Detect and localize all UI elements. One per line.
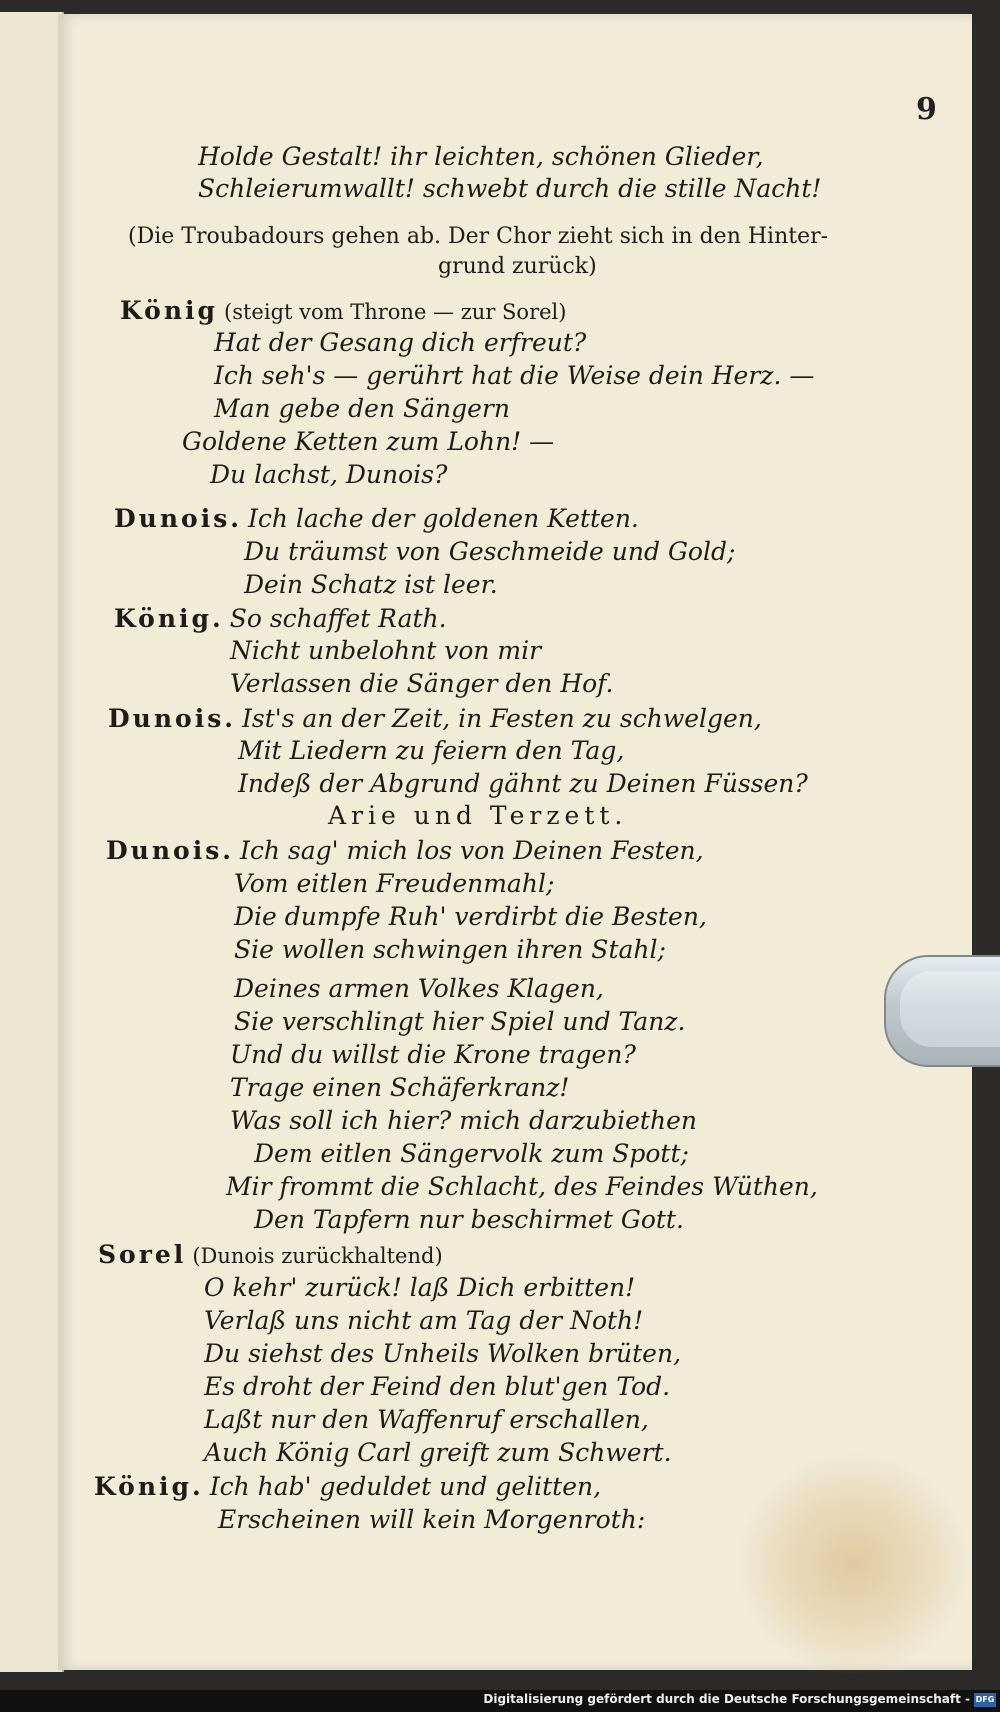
stage-direction: grund zurück): [438, 254, 597, 279]
text-line: Hat der Gesang dich erfreut?: [214, 328, 587, 357]
text-line: Holde Gestalt! ihr leichten, schönen Glieder,: [198, 142, 764, 171]
speaker-line: Dunois. Ist's an der Zeit, in Festen zu schwelgen,: [108, 704, 762, 733]
text-line: O kehr' zurück! laß Dich erbitten!: [204, 1273, 636, 1302]
digitization-footer: [0, 1690, 1000, 1712]
text-line: Erscheinen will kein Morgenroth:: [218, 1505, 646, 1534]
speaker-name: König.: [94, 1472, 204, 1501]
text-line: Sie verschlingt hier Spiel und Tanz.: [234, 1007, 686, 1036]
text-line: Du träumst von Geschmeide und Gold;: [244, 537, 736, 566]
text-line: Indeß der Abgrund gähnt zu Deinen Füssen?: [238, 769, 808, 798]
speaker-name: König.: [114, 604, 224, 633]
text-line: Laßt nur den Waffenruf erschallen,: [204, 1405, 649, 1434]
speaker-line: König. Ich hab' geduldet und gelitten,: [94, 1472, 602, 1501]
paper-stain: [738, 1454, 968, 1674]
text-line: Sie wollen schwingen ihren Stahl;: [234, 935, 666, 964]
text-line: Goldene Ketten zum Lohn! —: [182, 427, 555, 456]
text-line: Dein Schatz ist leer.: [244, 570, 498, 599]
speaker-name: König: [120, 296, 219, 325]
text-line: Mir frommt die Schlacht, des Feindes Wüthen,: [226, 1172, 818, 1201]
text-line: Die dumpfe Ruh' verdirbt die Besten,: [234, 902, 707, 931]
text-line: Schleierumwallt! schwebt durch die stille Nacht!: [198, 174, 822, 203]
text-line: Vom eitlen Freudenmahl;: [234, 869, 555, 898]
speaker-name: Dunois.: [106, 836, 234, 865]
text-line: Was soll ich hier? mich darzubiethen: [230, 1106, 697, 1135]
section-heading: Arie und Terzett.: [328, 801, 628, 830]
text-line: Den Tapfern nur beschirmet Gott.: [254, 1205, 684, 1234]
text-line: Trage einen Schäferkranz!: [230, 1073, 570, 1102]
page-number: 9: [916, 92, 937, 127]
text-line: Und du willst die Krone tragen?: [230, 1040, 636, 1069]
page-clip: [884, 955, 1000, 1067]
speaker-line: König. So schaffet Rath.: [114, 604, 447, 633]
text-line: Auch König Carl greift zum Schwert.: [204, 1438, 672, 1467]
speaker-name: Dunois.: [108, 704, 236, 733]
dfg-logo: DFG: [974, 1693, 996, 1707]
previous-page-edge: [0, 12, 64, 1672]
text-line: Verlaß uns nicht am Tag der Noth!: [204, 1306, 644, 1335]
speaker-line: Dunois. Ich lache der goldenen Ketten.: [114, 504, 639, 533]
speaker-line: König (steigt vom Throne — zur Sorel): [120, 296, 567, 325]
text-line: Mit Liedern zu feiern den Tag,: [238, 736, 625, 765]
speaker-name: Sorel: [98, 1240, 187, 1269]
text-line: Dem eitlen Sängervolk zum Spott;: [254, 1139, 689, 1168]
speaker-line: Sorel (Dunois zurückhaltend): [98, 1240, 443, 1269]
footer-credit: Digitalisierung gefördert durch die Deutsche Forschungsgemeinschaft -: [483, 1692, 970, 1706]
book-page: [58, 14, 972, 1670]
text-line: Es droht der Feind den blut'gen Tod.: [204, 1372, 671, 1401]
text-line: Ich seh's — gerührt hat die Weise dein Herz. —: [214, 361, 815, 390]
text-line: Du siehst des Unheils Wolken brüten,: [204, 1339, 682, 1368]
stage-direction: (Die Troubadours gehen ab. Der Chor zieht sich in den Hinter-: [128, 224, 829, 249]
speaker-name: Dunois.: [114, 504, 242, 533]
text-line: Man gebe den Sängern: [214, 394, 510, 423]
text-line: Nicht unbelohnt von mir: [230, 636, 542, 665]
speaker-line: Dunois. Ich sag' mich los von Deinen Festen,: [106, 836, 704, 865]
text-line: Deines armen Volkes Klagen,: [234, 974, 604, 1003]
text-line: Du lachst, Dunois?: [210, 460, 448, 489]
text-line: Verlassen die Sänger den Hof.: [230, 669, 614, 698]
page-clip-highlight: [900, 971, 1000, 1047]
